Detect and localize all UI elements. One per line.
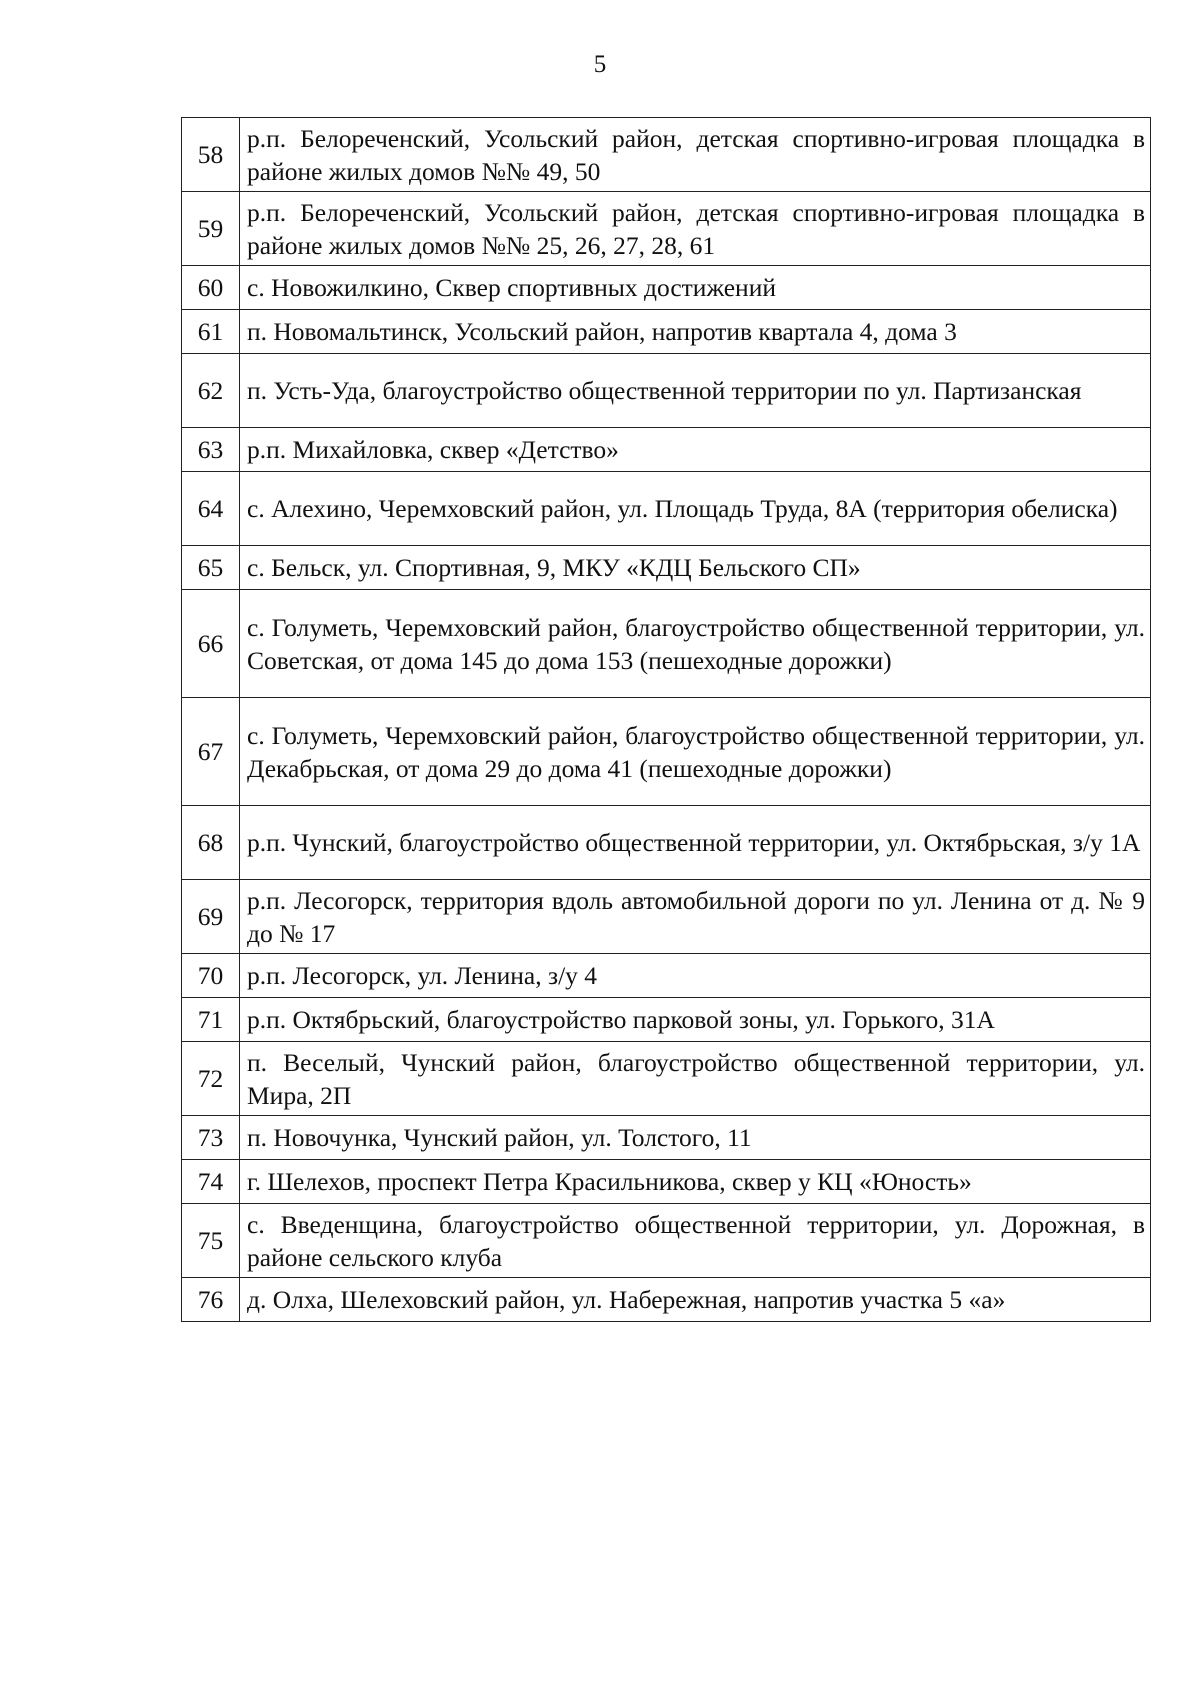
- table-row: [182, 806, 1151, 880]
- row-number: 74: [182, 1160, 240, 1204]
- row-description: р.п. Михайловка, сквер «Детство»: [240, 428, 1151, 472]
- table-row: [182, 1204, 1151, 1278]
- row-description: р.п. Белореченский, Усольский район, детская спортивно-игровая площадка в районе жилых домов №№ 25, 26, 27, 28, 61: [240, 192, 1151, 266]
- table-row: [182, 192, 1151, 266]
- table-row: [182, 590, 1151, 698]
- table-row: [182, 998, 1151, 1042]
- row-number: 76: [182, 1278, 240, 1322]
- row-number: 75: [182, 1204, 240, 1278]
- table-row: [182, 1160, 1151, 1204]
- row-description: д. Олха, Шелеховский район, ул. Набережная, напротив участка 5 «а»: [240, 1278, 1151, 1322]
- row-description: с. Новожилкино, Сквер спортивных достижений: [240, 266, 1151, 310]
- row-description: с. Введенщина, благоустройство общественной территории, ул. Дорожная, в районе сельского клуба: [240, 1204, 1151, 1278]
- row-description: с. Бельск, ул. Спортивная, 9, МКУ «КДЦ Бельского СП»: [240, 546, 1151, 590]
- row-number: 63: [182, 428, 240, 472]
- table-row: [182, 954, 1151, 998]
- row-number: 66: [182, 590, 240, 698]
- row-description: р.п. Чунский, благоустройство общественной территории, ул. Октябрьская, з/у 1А: [240, 806, 1151, 880]
- row-number: 64: [182, 472, 240, 546]
- row-description: с. Голуметь, Черемховский район, благоустройство общественной территории, ул. Советская, от дома 145 до дома 153 (пешеходные дорожки): [240, 590, 1151, 698]
- table-row: [182, 1278, 1151, 1322]
- row-description: с. Алехино, Черемховский район, ул. Площадь Труда, 8А (территория обелиска): [240, 472, 1151, 546]
- table-row: [182, 472, 1151, 546]
- table-row: [182, 698, 1151, 806]
- row-number: 67: [182, 698, 240, 806]
- table-row: [182, 266, 1151, 310]
- row-description: р.п. Октябрьский, благоустройство парковой зоны, ул. Горького, 31А: [240, 998, 1151, 1042]
- page-number: 5: [593, 51, 607, 78]
- row-description: п. Усть-Уда, благоустройство общественной территории по ул. Партизанская: [240, 354, 1151, 428]
- row-number: 60: [182, 266, 240, 310]
- row-number: 58: [182, 118, 240, 192]
- table-row: [182, 1042, 1151, 1116]
- row-description: р.п. Лесогорск, территория вдоль автомобильной дороги по ул. Ленина от д. № 9 до № 17: [240, 880, 1151, 954]
- table-row: [182, 428, 1151, 472]
- row-number: 69: [182, 880, 240, 954]
- row-number: 61: [182, 310, 240, 354]
- row-number: 62: [182, 354, 240, 428]
- row-number: 65: [182, 546, 240, 590]
- row-number: 59: [182, 192, 240, 266]
- row-number: 68: [182, 806, 240, 880]
- row-number: 72: [182, 1042, 240, 1116]
- table-row: [182, 880, 1151, 954]
- row-description: п. Новомальтинск, Усольский район, напротив квартала 4, дома 3: [240, 310, 1151, 354]
- row-description: п. Веселый, Чунский район, благоустройство общественной территории, ул. Мира, 2П: [240, 1042, 1151, 1116]
- row-description: г. Шелехов, проспект Петра Красильникова, сквер у КЦ «Юность»: [240, 1160, 1151, 1204]
- row-number: 71: [182, 998, 240, 1042]
- row-number: 70: [182, 954, 240, 998]
- locations-table: [181, 117, 1151, 1322]
- row-description: п. Новочунка, Чунский район, ул. Толстого, 11: [240, 1116, 1151, 1160]
- row-description: р.п. Белореченский, Усольский район, детская спортивно-игровая площадка в районе жилых домов №№ 49, 50: [240, 118, 1151, 192]
- row-description: с. Голуметь, Черемховский район, благоустройство общественной территории, ул. Декабрьская, от дома 29 до дома 41 (пешеходные дорожки): [240, 698, 1151, 806]
- table-row: [182, 354, 1151, 428]
- table-row: [182, 1116, 1151, 1160]
- table-row: [182, 118, 1151, 192]
- table-row: [182, 310, 1151, 354]
- row-number: 73: [182, 1116, 240, 1160]
- table-row: [182, 546, 1151, 590]
- row-description: р.п. Лесогорск, ул. Ленина, з/у 4: [240, 954, 1151, 998]
